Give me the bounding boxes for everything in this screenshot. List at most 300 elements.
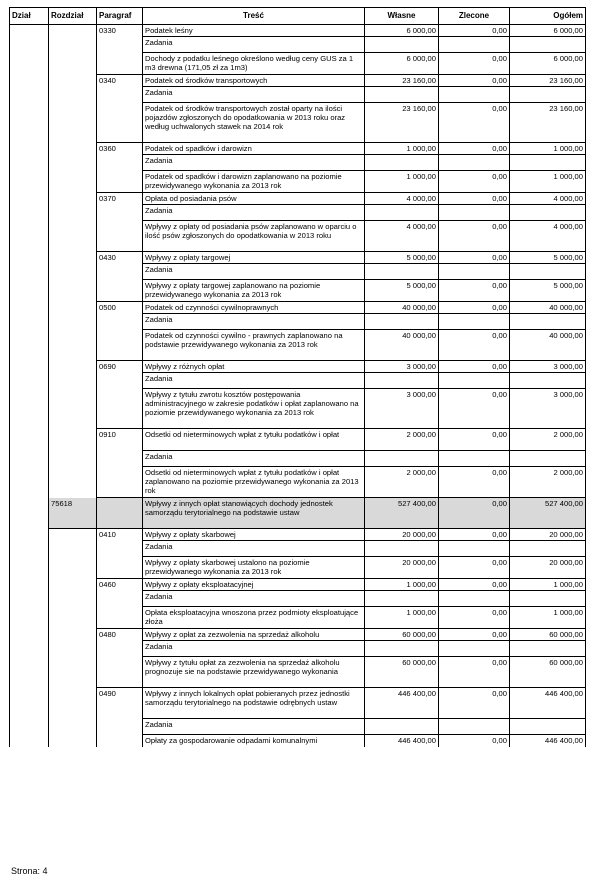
footer-label: Strona: [11, 866, 41, 876]
table-row [9, 205, 586, 221]
cell-ogolem [509, 314, 586, 330]
cell-dzial [9, 429, 48, 451]
cell-tresc: Odsetki od nieterminowych wpłat z tytułu podatków i opłat [142, 429, 364, 451]
header-rozdzial: Rozdział [48, 7, 96, 25]
cell-tresc: Zadania [142, 591, 364, 607]
cell-paragraf [96, 498, 142, 529]
cell-tresc: Wpływy z opłaty targowej zaplanowano na poziomie przewidywanego wykonania za 2013 rok [142, 280, 364, 302]
cell-rozdzial [48, 314, 96, 330]
cell-ogolem [509, 87, 586, 103]
cell-paragraf: 0460 [96, 579, 142, 591]
cell-tresc: Opłaty za gospodarowanie odpadami komunalnymi [142, 735, 364, 747]
cell-rozdzial [48, 205, 96, 221]
cell-zlecone [438, 591, 509, 607]
cell-zlecone: 0,00 [438, 498, 509, 529]
cell-zlecone [438, 37, 509, 53]
cell-wlasne: 40 000,00 [364, 302, 438, 314]
cell-wlasne: 40 000,00 [364, 330, 438, 361]
cell-paragraf [96, 557, 142, 579]
cell-tresc: Wpływy z opłaty skarbowej ustalono na poziomie przewidywanego wykonania za 2013 rok [142, 557, 364, 579]
table-row [9, 735, 586, 747]
cell-tresc: Zadania [142, 719, 364, 735]
table-row [9, 451, 586, 467]
cell-rozdzial [48, 252, 96, 264]
cell-ogolem [509, 37, 586, 53]
cell-wlasne: 6 000,00 [364, 25, 438, 37]
cell-zlecone [438, 205, 509, 221]
cell-dzial [9, 373, 48, 389]
cell-paragraf [96, 87, 142, 103]
cell-rozdzial [48, 361, 96, 373]
cell-rozdzial [48, 373, 96, 389]
cell-paragraf [96, 205, 142, 221]
cell-ogolem: 527 400,00 [509, 498, 586, 529]
cell-zlecone: 0,00 [438, 429, 509, 451]
cell-rozdzial [48, 719, 96, 735]
cell-dzial [9, 579, 48, 591]
cell-wlasne [364, 641, 438, 657]
cell-rozdzial [48, 143, 96, 155]
cell-dzial [9, 264, 48, 280]
cell-paragraf [96, 719, 142, 735]
cell-tresc: Wpływy z opłaty skarbowej [142, 529, 364, 541]
cell-dzial [9, 361, 48, 373]
cell-tresc: Podatek od spadków i darowizn [142, 143, 364, 155]
cell-paragraf [96, 467, 142, 498]
header-paragraf: Paragraf [96, 7, 142, 25]
cell-dzial [9, 389, 48, 429]
cell-dzial [9, 735, 48, 747]
cell-rozdzial [48, 302, 96, 314]
cell-ogolem: 3 000,00 [509, 361, 586, 373]
cell-wlasne [364, 205, 438, 221]
cell-rozdzial [48, 155, 96, 171]
cell-tresc: Wpływy z tytułu zwrotu kosztów postępowania administracyjnego w zakresie podatków i opłat zaplanowano na poziomie przewidywanego wykonania za 2013 rok [142, 389, 364, 429]
cell-ogolem: 60 000,00 [509, 657, 586, 688]
cell-zlecone: 0,00 [438, 688, 509, 719]
cell-zlecone [438, 719, 509, 735]
cell-tresc: Zadania [142, 641, 364, 657]
cell-paragraf [96, 541, 142, 557]
cell-zlecone: 0,00 [438, 193, 509, 205]
cell-paragraf: 0340 [96, 75, 142, 87]
cell-dzial [9, 641, 48, 657]
cell-tresc: Podatek od środków transportowych [142, 75, 364, 87]
table-row [9, 541, 586, 557]
cell-paragraf: 0360 [96, 143, 142, 155]
cell-paragraf [96, 330, 142, 361]
cell-rozdzial [48, 103, 96, 143]
cell-wlasne: 1 000,00 [364, 579, 438, 591]
cell-rozdzial [48, 193, 96, 205]
cell-wlasne: 6 000,00 [364, 53, 438, 75]
table-row [9, 302, 586, 314]
cell-ogolem: 6 000,00 [509, 53, 586, 75]
cell-paragraf [96, 591, 142, 607]
cell-tresc: Wpływy z innych opłat stanowiących dochody jednostek samorządu terytorialnego na podstawie ustaw [142, 498, 364, 529]
cell-wlasne: 1 000,00 [364, 143, 438, 155]
table-row [9, 143, 586, 155]
cell-wlasne: 60 000,00 [364, 657, 438, 688]
cell-tresc: Opłata eksploatacyjna wnoszona przez podmioty eksploatujące złoża [142, 607, 364, 629]
cell-rozdzial [48, 330, 96, 361]
cell-wlasne: 4 000,00 [364, 193, 438, 205]
cell-paragraf: 0490 [96, 688, 142, 719]
cell-tresc: Wpływy z opłaty eksploatacyjnej [142, 579, 364, 591]
cell-rozdzial [48, 37, 96, 53]
cell-wlasne: 3 000,00 [364, 389, 438, 429]
cell-wlasne [364, 591, 438, 607]
cell-tresc: Zadania [142, 264, 364, 280]
cell-paragraf: 0430 [96, 252, 142, 264]
cell-paragraf [96, 657, 142, 688]
cell-wlasne [364, 155, 438, 171]
cell-paragraf [96, 155, 142, 171]
table-row [9, 498, 586, 529]
cell-zlecone: 0,00 [438, 579, 509, 591]
cell-paragraf [96, 53, 142, 75]
budget-table [9, 7, 586, 747]
cell-tresc: Zadania [142, 451, 364, 467]
cell-rozdzial [48, 75, 96, 87]
cell-ogolem [509, 205, 586, 221]
cell-paragraf: 0910 [96, 429, 142, 451]
cell-wlasne: 2 000,00 [364, 467, 438, 498]
cell-rozdzial [48, 557, 96, 579]
cell-dzial [9, 529, 48, 541]
table-row [9, 529, 586, 541]
cell-zlecone [438, 87, 509, 103]
cell-ogolem: 60 000,00 [509, 629, 586, 641]
cell-dzial [9, 75, 48, 87]
cell-dzial [9, 221, 48, 252]
cell-tresc: Wpływy z opłaty targowej [142, 252, 364, 264]
cell-paragraf [96, 641, 142, 657]
cell-ogolem: 5 000,00 [509, 252, 586, 264]
cell-wlasne [364, 451, 438, 467]
cell-rozdzial [48, 280, 96, 302]
table-header [9, 7, 586, 25]
table-row [9, 657, 586, 688]
cell-rozdzial: 75618 [48, 498, 96, 529]
table-row [9, 429, 586, 451]
cell-ogolem [509, 641, 586, 657]
cell-paragraf [96, 373, 142, 389]
cell-dzial [9, 87, 48, 103]
cell-tresc: Podatek od czynności cywilnoprawnych [142, 302, 364, 314]
header-dzial: Dział [9, 7, 48, 25]
cell-dzial [9, 155, 48, 171]
table-body [9, 25, 586, 747]
cell-rozdzial [48, 467, 96, 498]
cell-ogolem: 446 400,00 [509, 735, 586, 747]
cell-tresc: Podatek od spadków i darowizn zaplanowano na poziomie przewidywanego wykonania za 2013 rok [142, 171, 364, 193]
cell-tresc: Wpływy z opłat za zezwolenia na sprzedaż alkoholu [142, 629, 364, 641]
cell-rozdzial [48, 529, 96, 541]
cell-zlecone: 0,00 [438, 657, 509, 688]
table-row [9, 389, 586, 429]
cell-dzial [9, 557, 48, 579]
cell-tresc: Odsetki od nieterminowych wpłat z tytułu podatków i opłat zaplanowano na poziomie przewidywanego wykonania za 2013 rok [142, 467, 364, 498]
cell-dzial [9, 541, 48, 557]
cell-dzial [9, 314, 48, 330]
page-footer [11, 866, 48, 876]
header-wlasne: Własne [364, 7, 438, 25]
cell-wlasne: 23 160,00 [364, 103, 438, 143]
cell-dzial [9, 657, 48, 688]
cell-dzial [9, 591, 48, 607]
cell-wlasne: 1 000,00 [364, 171, 438, 193]
cell-zlecone [438, 451, 509, 467]
cell-ogolem [509, 264, 586, 280]
cell-paragraf: 0500 [96, 302, 142, 314]
cell-ogolem: 23 160,00 [509, 75, 586, 87]
cell-tresc: Dochody z podatku leśnego określono według ceny GUS za 1 m3 drewna (171,05 zł za 1m3) [142, 53, 364, 75]
cell-paragraf [96, 221, 142, 252]
cell-zlecone: 0,00 [438, 171, 509, 193]
table-row [9, 221, 586, 252]
cell-wlasne: 20 000,00 [364, 529, 438, 541]
table-row [9, 607, 586, 629]
cell-ogolem: 20 000,00 [509, 557, 586, 579]
cell-wlasne: 5 000,00 [364, 252, 438, 264]
cell-rozdzial [48, 221, 96, 252]
cell-rozdzial [48, 541, 96, 557]
cell-dzial [9, 143, 48, 155]
cell-rozdzial [48, 389, 96, 429]
cell-ogolem [509, 719, 586, 735]
cell-paragraf [96, 389, 142, 429]
cell-zlecone [438, 314, 509, 330]
cell-dzial [9, 498, 48, 529]
cell-rozdzial [48, 25, 96, 37]
table-row [9, 264, 586, 280]
table-row [9, 37, 586, 53]
cell-dzial [9, 302, 48, 314]
cell-paragraf: 0370 [96, 193, 142, 205]
cell-paragraf: 0690 [96, 361, 142, 373]
cell-ogolem: 3 000,00 [509, 389, 586, 429]
table-row [9, 87, 586, 103]
table-row [9, 171, 586, 193]
table-row [9, 629, 586, 641]
cell-tresc: Wpływy z innych lokalnych opłat pobieranych przez jednostki samorządu terytorialnego na podstawie odrębnych ustaw [142, 688, 364, 719]
cell-zlecone: 0,00 [438, 143, 509, 155]
cell-tresc: Zadania [142, 541, 364, 557]
table-row [9, 719, 586, 735]
table-row [9, 641, 586, 657]
table-row [9, 193, 586, 205]
cell-paragraf [96, 735, 142, 747]
table-row [9, 75, 586, 87]
cell-paragraf [96, 280, 142, 302]
cell-ogolem [509, 591, 586, 607]
cell-wlasne [364, 373, 438, 389]
cell-wlasne: 2 000,00 [364, 429, 438, 451]
cell-ogolem: 1 000,00 [509, 143, 586, 155]
cell-dzial [9, 467, 48, 498]
cell-dzial [9, 171, 48, 193]
cell-tresc: Podatek od środków transportowych został oparty na ilości pojazdów zgłoszonych do opodatkowania w 2013 roku oraz według uchwalonych stawek na 2014 rok [142, 103, 364, 143]
cell-wlasne [364, 719, 438, 735]
cell-paragraf [96, 607, 142, 629]
cell-wlasne: 3 000,00 [364, 361, 438, 373]
cell-tresc: Podatek od czynności cywilno - prawnych zaplanowano na podstawie przewidywanego wykonania za 2013 rok [142, 330, 364, 361]
cell-rozdzial [48, 688, 96, 719]
cell-wlasne: 5 000,00 [364, 280, 438, 302]
table-row [9, 467, 586, 498]
cell-wlasne: 4 000,00 [364, 221, 438, 252]
cell-dzial [9, 719, 48, 735]
cell-zlecone: 0,00 [438, 389, 509, 429]
table-row [9, 330, 586, 361]
cell-rozdzial [48, 641, 96, 657]
cell-zlecone [438, 541, 509, 557]
cell-tresc: Zadania [142, 37, 364, 53]
cell-rozdzial [48, 171, 96, 193]
cell-wlasne: 446 400,00 [364, 735, 438, 747]
cell-ogolem: 40 000,00 [509, 302, 586, 314]
cell-wlasne [364, 314, 438, 330]
cell-tresc: Wpływy z różnych opłat [142, 361, 364, 373]
cell-zlecone: 0,00 [438, 361, 509, 373]
table-row [9, 280, 586, 302]
cell-paragraf: 0410 [96, 529, 142, 541]
cell-tresc: Zadania [142, 155, 364, 171]
cell-zlecone: 0,00 [438, 735, 509, 747]
cell-zlecone [438, 264, 509, 280]
cell-ogolem: 6 000,00 [509, 25, 586, 37]
cell-tresc: Podatek leśny [142, 25, 364, 37]
cell-rozdzial [48, 591, 96, 607]
cell-rozdzial [48, 429, 96, 451]
cell-ogolem: 20 000,00 [509, 529, 586, 541]
cell-zlecone: 0,00 [438, 221, 509, 252]
cell-zlecone: 0,00 [438, 557, 509, 579]
cell-rozdzial [48, 607, 96, 629]
cell-ogolem [509, 155, 586, 171]
cell-zlecone: 0,00 [438, 529, 509, 541]
cell-rozdzial [48, 451, 96, 467]
table-row [9, 579, 586, 591]
cell-zlecone: 0,00 [438, 302, 509, 314]
cell-wlasne: 20 000,00 [364, 557, 438, 579]
table-row [9, 688, 586, 719]
cell-dzial [9, 607, 48, 629]
cell-rozdzial [48, 53, 96, 75]
cell-zlecone [438, 155, 509, 171]
cell-paragraf: 0480 [96, 629, 142, 641]
cell-ogolem [509, 373, 586, 389]
table-row [9, 53, 586, 75]
cell-ogolem: 23 160,00 [509, 103, 586, 143]
cell-tresc: Zadania [142, 205, 364, 221]
cell-ogolem [509, 451, 586, 467]
cell-zlecone: 0,00 [438, 629, 509, 641]
cell-zlecone [438, 373, 509, 389]
cell-rozdzial [48, 657, 96, 688]
cell-wlasne: 23 160,00 [364, 75, 438, 87]
cell-tresc: Wpływy z tytułu opłat za zezwolenia na sprzedaż alkoholu prognozuje sie na podstawie przewidywanego wykonania [142, 657, 364, 688]
table-row [9, 373, 586, 389]
cell-rozdzial [48, 735, 96, 747]
cell-paragraf [96, 171, 142, 193]
cell-rozdzial [48, 264, 96, 280]
cell-dzial [9, 688, 48, 719]
table-row [9, 557, 586, 579]
cell-tresc: Opłata od posiadania psów [142, 193, 364, 205]
cell-paragraf: 0330 [96, 25, 142, 37]
cell-wlasne: 60 000,00 [364, 629, 438, 641]
cell-wlasne: 1 000,00 [364, 607, 438, 629]
cell-ogolem: 4 000,00 [509, 193, 586, 205]
cell-tresc: Zadania [142, 314, 364, 330]
cell-zlecone [438, 641, 509, 657]
table-row [9, 361, 586, 373]
cell-zlecone: 0,00 [438, 25, 509, 37]
cell-paragraf [96, 37, 142, 53]
cell-ogolem: 4 000,00 [509, 221, 586, 252]
cell-tresc: Zadania [142, 87, 364, 103]
header-tresc: Treść [142, 7, 364, 25]
cell-dzial [9, 25, 48, 37]
cell-wlasne [364, 37, 438, 53]
cell-dzial [9, 252, 48, 264]
cell-ogolem: 2 000,00 [509, 429, 586, 451]
table-row [9, 103, 586, 143]
table-row [9, 155, 586, 171]
cell-dzial [9, 53, 48, 75]
cell-dzial [9, 205, 48, 221]
cell-zlecone: 0,00 [438, 330, 509, 361]
cell-ogolem: 40 000,00 [509, 330, 586, 361]
table-row [9, 25, 586, 37]
cell-wlasne [364, 87, 438, 103]
cell-dzial [9, 103, 48, 143]
cell-zlecone: 0,00 [438, 53, 509, 75]
cell-ogolem: 446 400,00 [509, 688, 586, 719]
cell-ogolem: 5 000,00 [509, 280, 586, 302]
cell-dzial [9, 280, 48, 302]
table-row [9, 314, 586, 330]
cell-paragraf [96, 451, 142, 467]
cell-paragraf [96, 264, 142, 280]
footer-page-number: 4 [42, 866, 48, 876]
cell-zlecone: 0,00 [438, 467, 509, 498]
cell-paragraf [96, 103, 142, 143]
cell-ogolem [509, 541, 586, 557]
header-zlecone: Zlecone [438, 7, 509, 25]
cell-dzial [9, 193, 48, 205]
cell-zlecone: 0,00 [438, 252, 509, 264]
cell-ogolem: 1 000,00 [509, 171, 586, 193]
cell-tresc: Zadania [142, 373, 364, 389]
cell-rozdzial [48, 579, 96, 591]
cell-ogolem: 1 000,00 [509, 579, 586, 591]
cell-zlecone: 0,00 [438, 607, 509, 629]
cell-wlasne: 527 400,00 [364, 498, 438, 529]
cell-rozdzial [48, 87, 96, 103]
cell-zlecone: 0,00 [438, 103, 509, 143]
table-row [9, 591, 586, 607]
cell-zlecone: 0,00 [438, 280, 509, 302]
cell-tresc: Wpływy z opłaty od posiadania psów zaplanowano w oparciu o ilość psów zgłoszonych do opodatkowania w 2013 roku [142, 221, 364, 252]
cell-zlecone: 0,00 [438, 75, 509, 87]
cell-dzial [9, 629, 48, 641]
cell-dzial [9, 37, 48, 53]
cell-wlasne: 446 400,00 [364, 688, 438, 719]
cell-paragraf [96, 314, 142, 330]
